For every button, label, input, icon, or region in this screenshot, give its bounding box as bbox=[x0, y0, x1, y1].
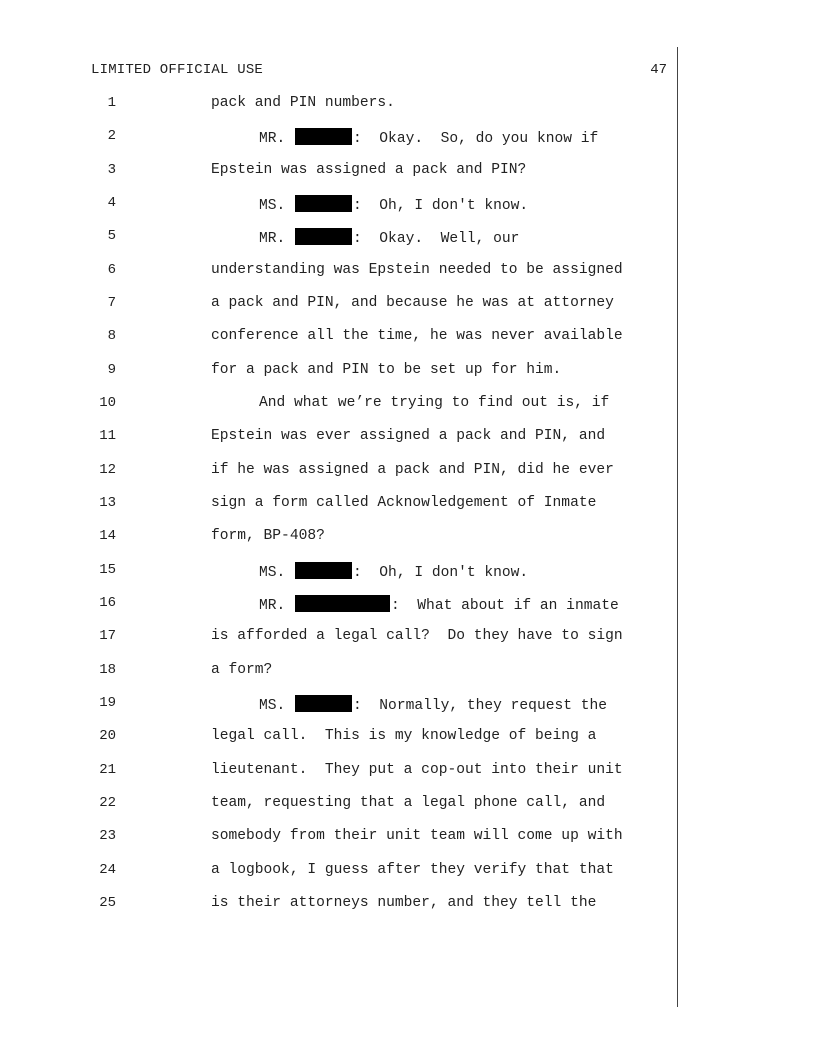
transcript-line bbox=[0, 762, 816, 784]
speaker-line bbox=[259, 695, 607, 714]
speaker-prefix: MS. bbox=[259, 698, 295, 714]
transcript-line bbox=[0, 428, 816, 450]
speaker-text: : What about if an inmate bbox=[391, 598, 619, 614]
line-number: 17 bbox=[99, 628, 116, 644]
speaker-line bbox=[259, 228, 519, 247]
line-number: 23 bbox=[99, 828, 116, 844]
line-number: 20 bbox=[99, 728, 116, 744]
line-text: pack and PIN numbers. bbox=[211, 95, 395, 111]
transcript-line bbox=[0, 295, 816, 317]
speaker-line bbox=[259, 562, 528, 581]
line-text: Epstein was assigned a pack and PIN? bbox=[211, 162, 527, 178]
speaker-line bbox=[259, 128, 598, 147]
speaker-prefix: MR. bbox=[259, 231, 295, 247]
line-text: is their attorneys number, and they tell the bbox=[211, 895, 597, 911]
line-number: 2 bbox=[107, 128, 116, 144]
transcript-line bbox=[0, 228, 816, 250]
transcript-line bbox=[0, 628, 816, 650]
transcript-line bbox=[0, 462, 816, 484]
speaker-line bbox=[259, 195, 528, 214]
transcript-line bbox=[0, 695, 816, 717]
line-text: And what we’re trying to find out is, if bbox=[259, 395, 610, 411]
speaker-prefix: MR. bbox=[259, 131, 295, 147]
speaker-text: : Oh, I don't know. bbox=[353, 565, 529, 581]
transcript-line bbox=[0, 195, 816, 217]
line-number: 6 bbox=[107, 262, 116, 278]
speaker-line bbox=[259, 595, 619, 614]
line-text: legal call. This is my knowledge of being a bbox=[211, 728, 597, 744]
line-text: understanding was Epstein needed to be assigned bbox=[211, 262, 623, 278]
transcript-line bbox=[0, 828, 816, 850]
transcript-line bbox=[0, 662, 816, 684]
redaction-box bbox=[295, 595, 390, 612]
redaction-box bbox=[295, 228, 352, 245]
speaker-text: : Oh, I don't know. bbox=[353, 198, 529, 214]
line-number: 11 bbox=[99, 428, 116, 444]
transcript-line bbox=[0, 395, 816, 417]
redaction-box bbox=[295, 695, 352, 712]
line-number: 21 bbox=[99, 762, 116, 778]
line-number: 8 bbox=[107, 328, 116, 344]
line-number: 1 bbox=[107, 95, 116, 111]
line-number: 24 bbox=[99, 862, 116, 878]
transcript-line bbox=[0, 862, 816, 884]
transcript-line bbox=[0, 795, 816, 817]
line-text: conference all the time, he was never available bbox=[211, 328, 623, 344]
line-text: for a pack and PIN to be set up for him. bbox=[211, 362, 562, 378]
line-number: 7 bbox=[107, 295, 116, 311]
transcript-line bbox=[0, 362, 816, 384]
transcript-line bbox=[0, 595, 816, 617]
transcript-line bbox=[0, 495, 816, 517]
line-text: is afforded a legal call? Do they have to sign bbox=[211, 628, 623, 644]
transcript-line bbox=[0, 128, 816, 150]
transcript-line bbox=[0, 162, 816, 184]
line-text: a pack and PIN, and because he was at attorney bbox=[211, 295, 614, 311]
line-text: somebody from their unit team will come up with bbox=[211, 828, 623, 844]
redaction-box bbox=[295, 562, 352, 579]
line-number: 16 bbox=[99, 595, 116, 611]
transcript-line bbox=[0, 262, 816, 284]
line-text: team, requesting that a legal phone call, and bbox=[211, 795, 606, 811]
transcript-line bbox=[0, 528, 816, 550]
line-number: 5 bbox=[107, 228, 116, 244]
redaction-box bbox=[295, 195, 352, 212]
transcript-line bbox=[0, 328, 816, 350]
line-number: 12 bbox=[99, 462, 116, 478]
line-number: 13 bbox=[99, 495, 116, 511]
speaker-prefix: MS. bbox=[259, 198, 295, 214]
speaker-text: : Normally, they request the bbox=[353, 698, 608, 714]
page-header-label: LIMITED OFFICIAL USE bbox=[91, 62, 264, 78]
speaker-text: : Okay. So, do you know if bbox=[353, 131, 599, 147]
line-text: Epstein was ever assigned a pack and PIN, and bbox=[211, 428, 606, 444]
line-number: 10 bbox=[99, 395, 116, 411]
line-number: 22 bbox=[99, 795, 116, 811]
line-text: lieutenant. They put a cop-out into their unit bbox=[211, 762, 623, 778]
transcript-line bbox=[0, 728, 816, 750]
redaction-box bbox=[295, 128, 352, 145]
transcript-line bbox=[0, 895, 816, 917]
speaker-prefix: MR. bbox=[259, 598, 295, 614]
line-text: a form? bbox=[211, 662, 273, 678]
speaker-text: : Okay. Well, our bbox=[353, 231, 520, 247]
line-number: 4 bbox=[107, 195, 116, 211]
line-number: 3 bbox=[107, 162, 116, 178]
speaker-prefix: MS. bbox=[259, 565, 295, 581]
transcript-line bbox=[0, 95, 816, 117]
line-number: 15 bbox=[99, 562, 116, 578]
line-text: a logbook, I guess after they verify that that bbox=[211, 862, 614, 878]
line-number: 9 bbox=[107, 362, 116, 378]
line-number: 14 bbox=[99, 528, 116, 544]
line-text: form, BP-408? bbox=[211, 528, 325, 544]
line-text: if he was assigned a pack and PIN, did he ever bbox=[211, 462, 614, 478]
line-text: sign a form called Acknowledgement of Inmate bbox=[211, 495, 597, 511]
line-number: 19 bbox=[99, 695, 116, 711]
transcript-line bbox=[0, 562, 816, 584]
line-number: 18 bbox=[99, 662, 116, 678]
line-number: 25 bbox=[99, 895, 116, 911]
page-number: 47 bbox=[650, 62, 667, 78]
